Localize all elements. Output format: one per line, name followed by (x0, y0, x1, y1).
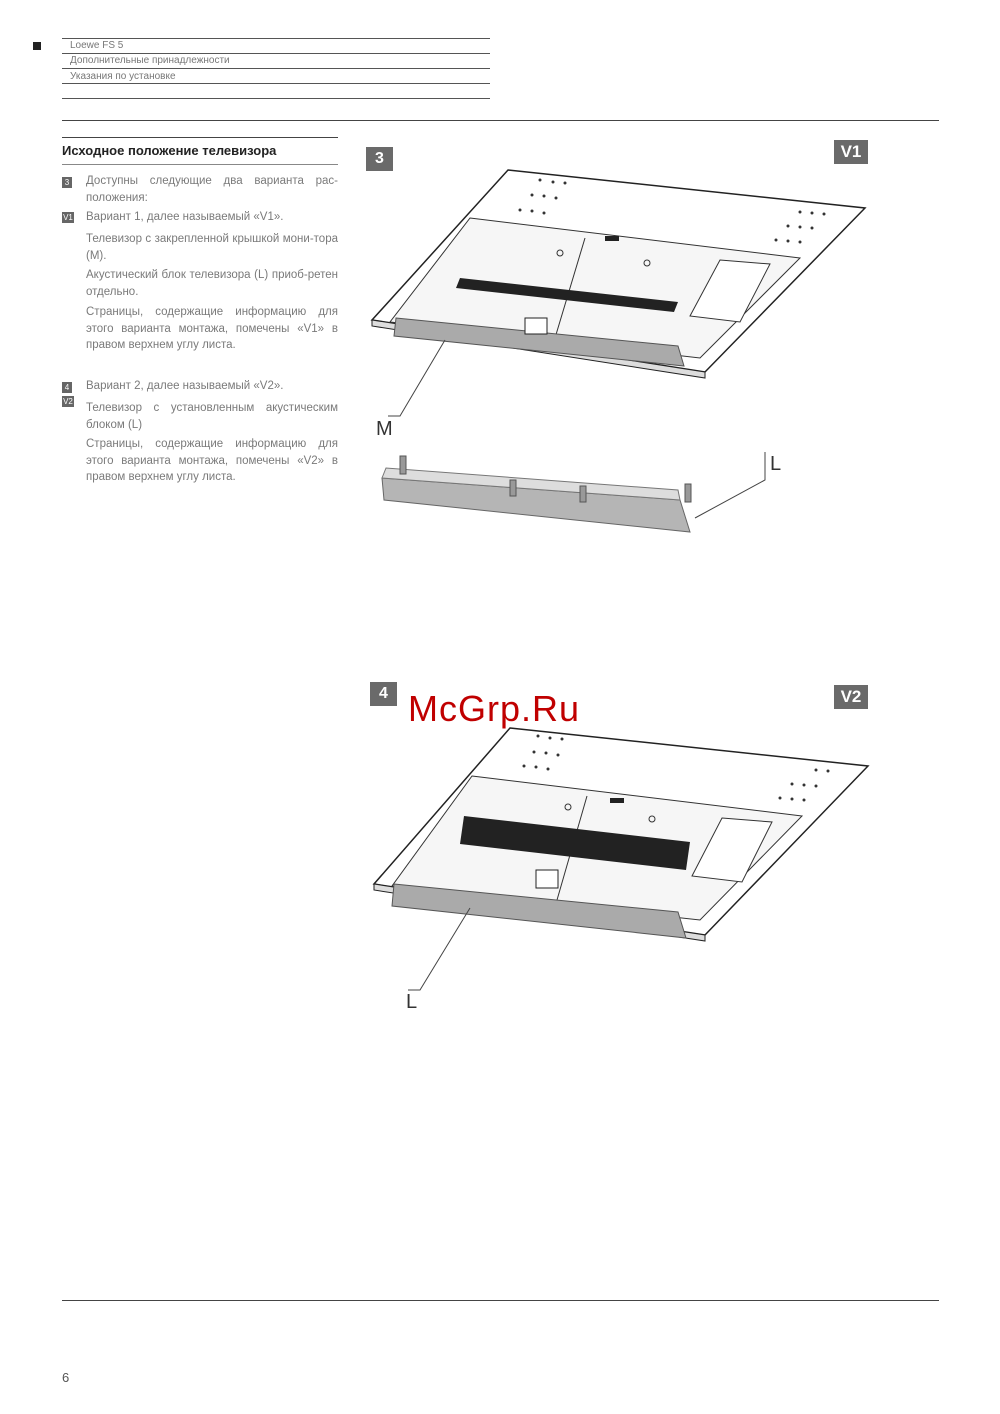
figure-tag-3: 3 (62, 177, 72, 188)
variant-v1-badge: V1 (834, 140, 868, 164)
paragraph-variant1-pages: Страницы, содержащие информацию для этого варианта монтажа, помечены «V1» в правом верхнем углу листа. (86, 306, 338, 351)
paragraph-variant2-sound-unit: Телевизор с установленным акустическим блоком (L) (86, 402, 338, 431)
variant-tag-v2: V2 (63, 397, 73, 406)
figure-3-badge: 3 (366, 147, 393, 171)
variant-v2-badge: V2 (834, 685, 868, 709)
figure-4-badge: 4 (370, 682, 397, 706)
paragraph-variant1-monitor-cover: Телевизор с закрепленной крышкой мони-тора (M). (86, 233, 338, 262)
page-number: 6 (62, 1370, 70, 1385)
header-rule (62, 83, 490, 84)
header-rule (62, 98, 490, 99)
paragraph-variant1-sound-unit: Акустический блок телевизора (L) приоб-ретен отдельно. (86, 269, 338, 298)
header-rule (62, 38, 490, 39)
section-title-rule (62, 137, 338, 138)
footer-divider (62, 1300, 939, 1301)
callout-l-figure-3: L (770, 453, 782, 475)
figure-3-tv-drawing (360, 160, 900, 560)
paragraph-intro: Доступны следующие два варианта рас-положения: (86, 175, 338, 204)
callout-m: M (376, 418, 393, 440)
header-rule (62, 68, 490, 69)
watermark: McGrp.Ru (408, 688, 581, 729)
paragraph-variant1: Вариант 1, далее называемый «V1». (86, 211, 284, 223)
figure-4-tv-drawing (360, 720, 900, 1020)
callout-l-figure-4: L (406, 991, 418, 1013)
figure-tag-4: 4 (62, 382, 72, 393)
header-line-topic: Указания по установке (70, 71, 176, 82)
header-square-marker (33, 42, 41, 50)
paragraph-variant2-pages: Страницы, содержащие информацию для этого варианта монтажа, помечены «V2» в правом верхнем углу листа. (86, 438, 338, 483)
header-line-product: Loewe FS 5 (70, 40, 124, 51)
top-divider (62, 120, 939, 121)
header-line-category: Дополнительные принадлежности (70, 55, 230, 66)
section-title: Исходное положение телевизора (62, 143, 277, 158)
header-rule (62, 53, 490, 54)
section-title-underline (62, 164, 338, 165)
variant-tag-v1: V1 (63, 213, 73, 222)
paragraph-variant2: Вариант 2, далее называемый «V2». (86, 380, 284, 392)
